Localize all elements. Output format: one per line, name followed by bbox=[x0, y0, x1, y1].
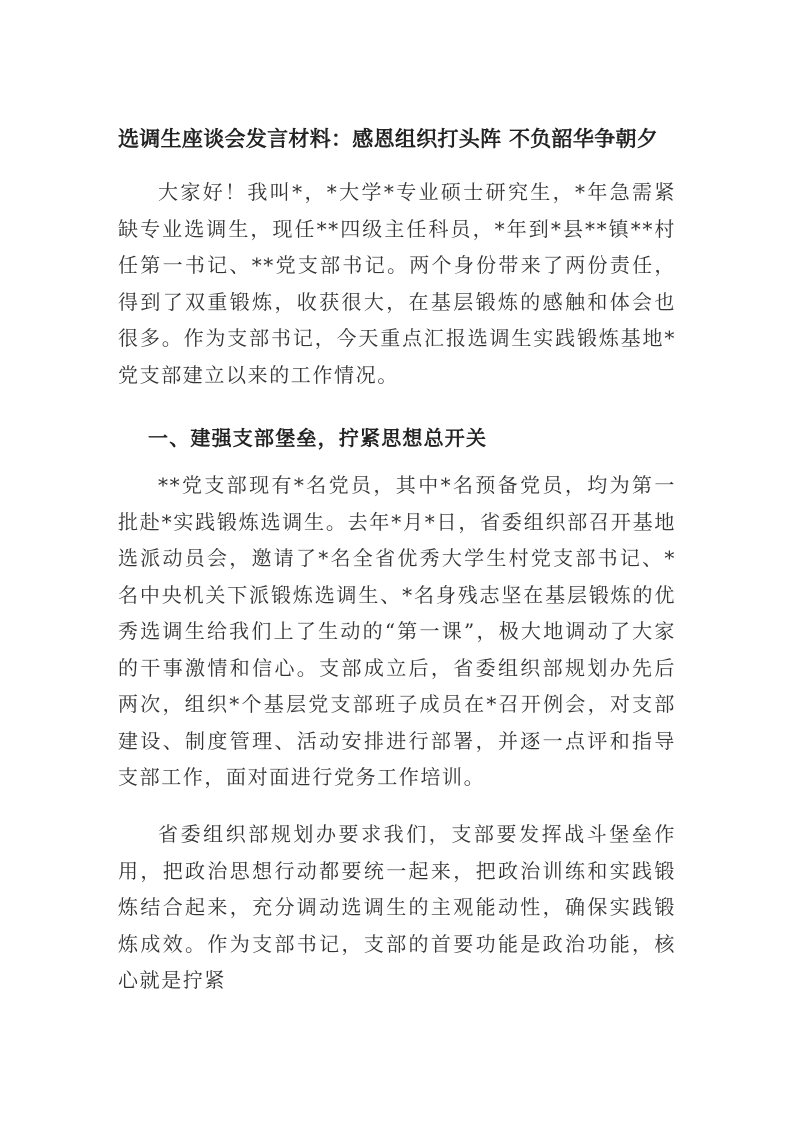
section-paragraph-2: 省委组织部规划办要求我们，支部要发挥战斗堡垒作用，把政治思想行动都要统一起来，把政治训练和实践锻炼结合起来，充分调动选调生的主观能动性，确保实践锻炼成效。作为支部书记，支部的首要功能是政治功能，核心就是拧紧 bbox=[118, 822, 676, 992]
section-paragraph-1: **党支部现有*名党员，其中*名预备党员，均为第一批赴*实践锻炼选调生。去年*月*日，省委组织部召开基地选派动员会，邀请了*名全省优秀大学生村党支部书记、*名中央机关下派锻炼选调生、*名身残志坚在基层锻炼的优秀选调生给我们上了生动的“第一课”，极大地调动了大家的干事激情和信心。支部成立后，省委组织部规划办先后两次，组织*个基层党支部班子成员在*召开例会，对支部建设、制度管理、活动安排进行部署，并逐一点评和指导支部工作，面对面进行党务工作培训。 bbox=[118, 473, 676, 789]
document-title: 选调生座谈会发言材料：感恩组织打头阵 不负韶华争朝夕 bbox=[118, 127, 659, 151]
section-heading: 一、建强支部堡垒，拧紧思想总开关 bbox=[148, 426, 488, 450]
intro-paragraph: 大家好！我叫*，*大学*专业硕士研究生，*年急需紧缺专业选调生，现任**四级主任科员，*年到*县**镇**村任第一书记、**党支部书记。两个身份带来了两份责任，得到了双重锻炼，收获很大，在基层锻炼的感触和体会也很多。作为支部书记，今天重点汇报选调生实践锻炼基地*党支部建立以来的工作情况。 bbox=[118, 180, 676, 387]
